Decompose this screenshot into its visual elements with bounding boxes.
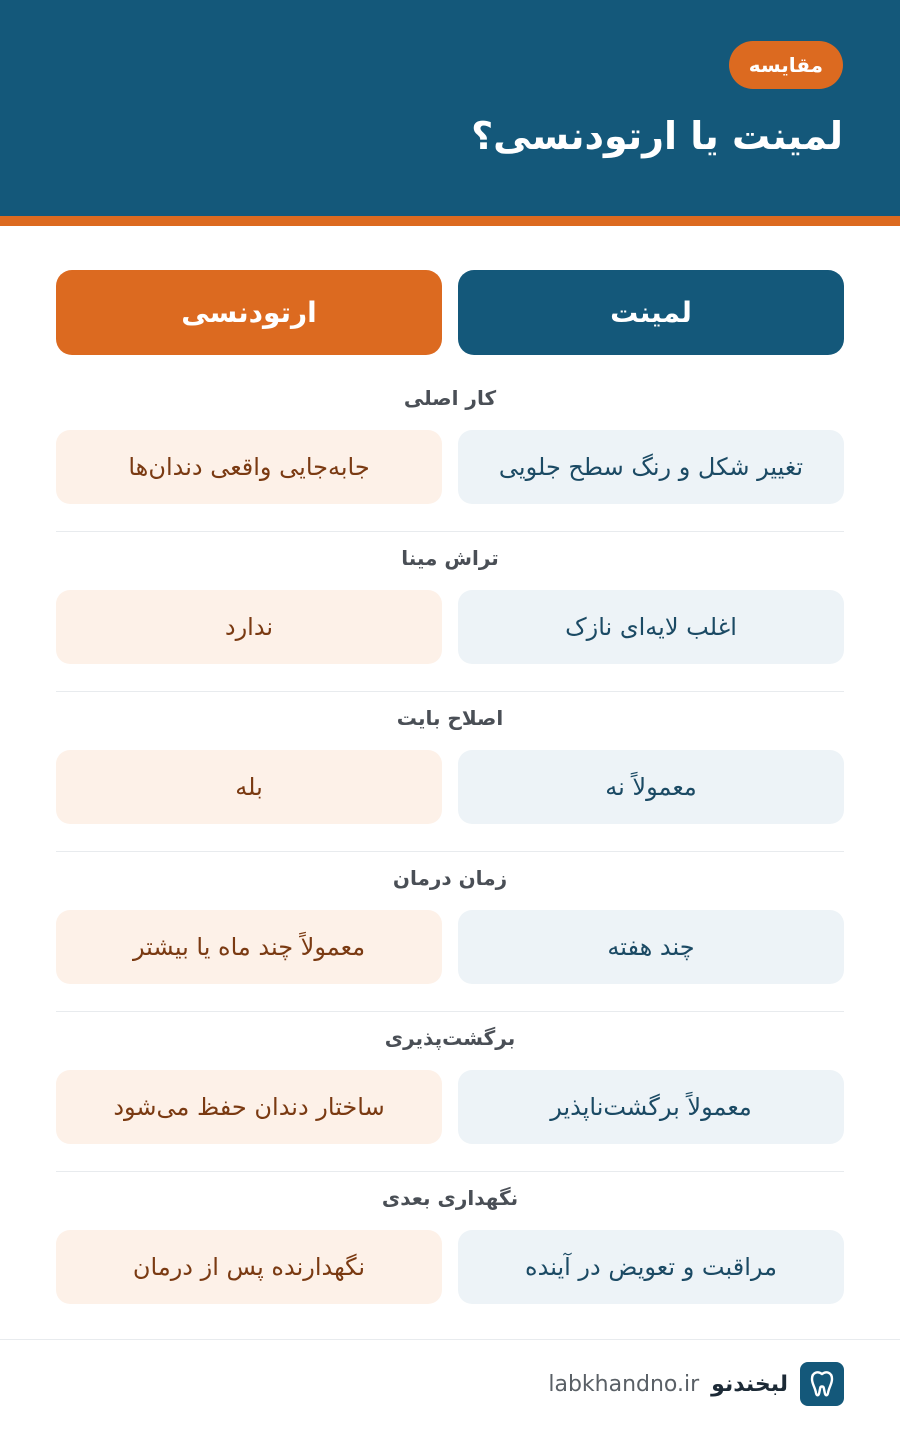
comparison-table (56, 372, 844, 1332)
brand (548, 1362, 844, 1406)
row-label: تراش مینا (401, 546, 499, 570)
orthodontics-cell: ساختار دندان حفظ می‌شود (56, 1070, 442, 1144)
orthodontics-cell: معمولاً چند ماه یا بیشتر (56, 910, 442, 984)
tooth-icon (800, 1362, 844, 1406)
laminate-cell: چند هفته (458, 910, 844, 984)
row-label: برگشت‌پذیری (384, 1026, 516, 1050)
comparison-row (56, 532, 844, 692)
comparison-row (56, 372, 844, 532)
page-footer (0, 1339, 900, 1438)
comparison-row (56, 852, 844, 1012)
column-header-orthodontics: ارتودنسی (56, 270, 442, 355)
page-title: لمینت یا ارتودنسی؟ (471, 114, 843, 158)
row-label: اصلاح بایت (396, 706, 504, 730)
laminate-cell: اغلب لایه‌ای نازک (458, 590, 844, 664)
comparison-row (56, 692, 844, 852)
comparison-row (56, 1172, 844, 1332)
orthodontics-cell: جابه‌جایی واقعی دندان‌ها (56, 430, 442, 504)
laminate-cell: مراقبت و تعویض در آینده (458, 1230, 844, 1304)
brand-name: لبخندنو (711, 1371, 788, 1397)
brand-url[interactable]: labkhandno.ir (548, 1371, 700, 1397)
column-headers (56, 270, 844, 355)
laminate-cell: معمولاً برگشت‌ناپذیر (458, 1070, 844, 1144)
row-label: کار اصلی (403, 386, 497, 410)
row-label: نگهداری بعدی (381, 1186, 519, 1210)
page-header (0, 0, 900, 226)
laminate-cell: معمولاً نه (458, 750, 844, 824)
orthodontics-cell: ندارد (56, 590, 442, 664)
comparison-row (56, 1012, 844, 1172)
category-badge: مقایسه (729, 41, 843, 89)
orthodontics-cell: بله (56, 750, 442, 824)
column-header-laminate: لمینت (458, 270, 844, 355)
row-label: زمان درمان (392, 866, 508, 890)
laminate-cell: تغییر شکل و رنگ سطح جلویی (458, 430, 844, 504)
orthodontics-cell: نگهدارنده پس از درمان (56, 1230, 442, 1304)
